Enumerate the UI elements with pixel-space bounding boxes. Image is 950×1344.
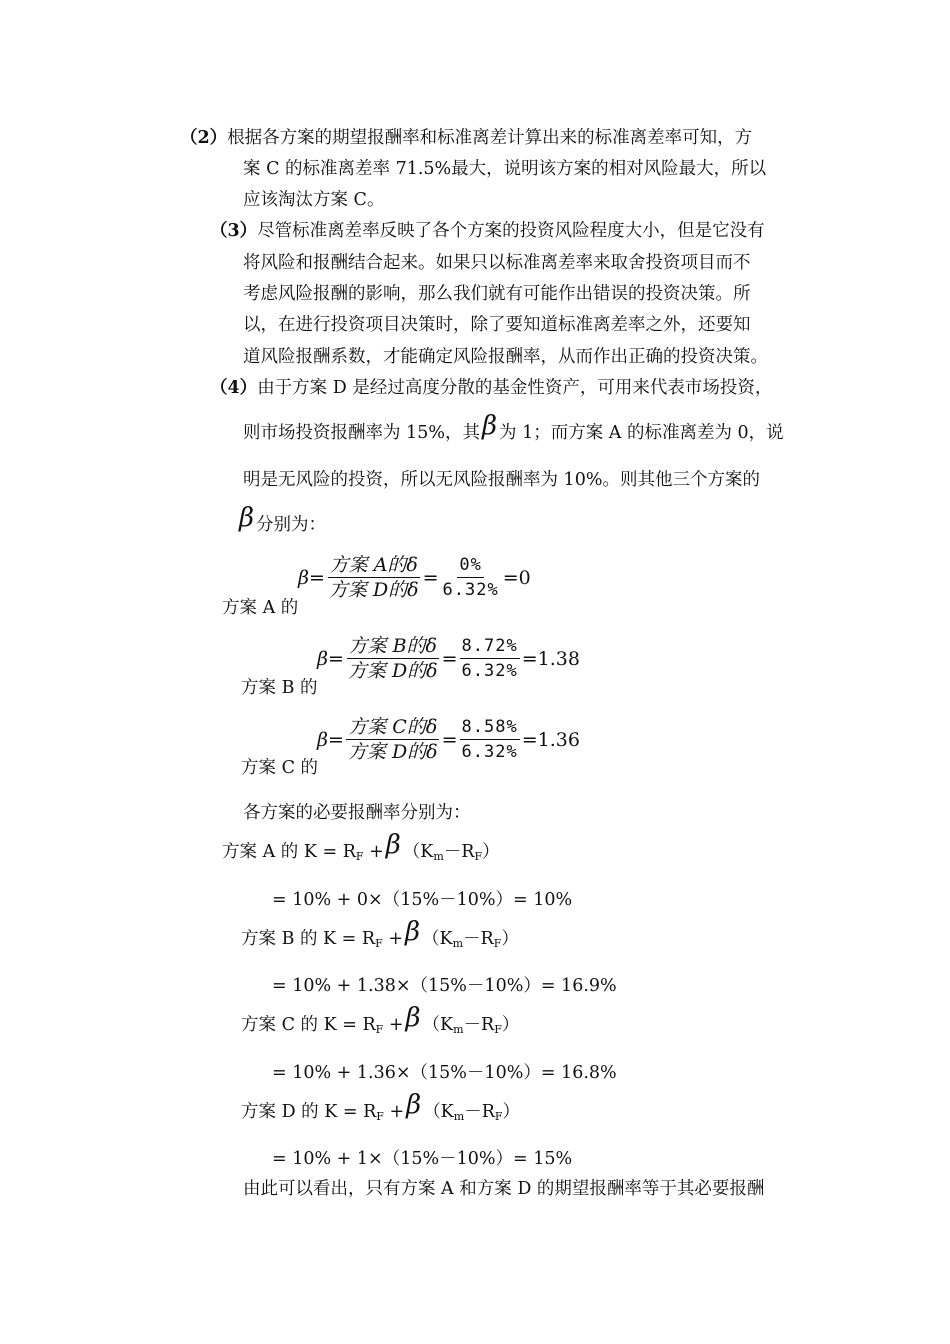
para4-line2-part1: 则市场投资报酬率为 15%，其 <box>243 423 480 443</box>
equation-b-numerator-value: 8.72% <box>460 634 520 659</box>
equation-a-denominator-text: 方案 D的δ <box>328 579 419 601</box>
para4-line2-part2: 为 1；而方案 A 的标准离差为 0，说 <box>499 423 784 443</box>
formula-a <box>222 830 500 869</box>
para4-line3: 明是无风险的投资，所以无风险报酬率为 10%。则其他三个方案的 <box>243 470 760 490</box>
para2-line1 <box>180 126 752 150</box>
beta-symbol: β <box>406 1090 422 1120</box>
subscript-f: F <box>355 850 364 863</box>
conclusion-line: 由此可以看出，只有方案 A 和方案 D 的期望报酬率等于其必要报酬 <box>243 1179 765 1199</box>
subscript-f: F <box>376 1110 384 1123</box>
subscript-f: F <box>375 1023 384 1036</box>
equation-a-numerator-text: 方案 A的δ <box>329 554 418 576</box>
subscript-f: F <box>493 937 502 950</box>
equation-b-result: =1.38 <box>521 647 580 670</box>
para4-text: 由于方案 D 是经过高度分散的基金性资产，可用来代表市场投资， <box>257 378 773 398</box>
equation-c: β= $\frac{\text{方案 C的δ}}{\text{方案 D的δ}}$ = $\frac{8.58\%}{6.32\%}$ =1.36 <box>317 716 580 763</box>
para2-number: （2） <box>180 128 228 148</box>
beta-symbol: β <box>404 917 421 947</box>
plus-sign: + <box>389 1102 405 1122</box>
formula-a-prefix: 方案 A 的 K = R <box>222 842 356 862</box>
para3-line4: 以，在进行投资项目决策时，除了要知道标准离差率之外，还要知 <box>243 315 751 335</box>
equation-b-fraction-text <box>346 634 440 683</box>
subscript-f: F <box>474 850 483 863</box>
equation-a-fraction-values <box>441 553 501 602</box>
subscript-m: m <box>453 1023 464 1036</box>
minus-r: －R <box>464 1102 495 1122</box>
equation-b: β= $\frac{\text{方案 B的δ}}{\text{方案 D的δ}}$ = $\frac{8.72\%}{6.32\%}$ =1.38 <box>317 635 580 682</box>
equation-c-denominator-value: 6.32% <box>461 742 518 762</box>
beta-symbol: β <box>481 411 497 441</box>
paren-close: ） <box>502 1102 521 1122</box>
minus-r: －R <box>443 842 475 862</box>
plus-sign: + <box>388 1015 404 1035</box>
para3-text: 尽管标准离差率反映了各个方案的投资风险程度大小，但是它没有 <box>257 221 765 241</box>
equation-c-denominator-text: 方案 D的δ <box>347 741 438 763</box>
formula-c-prefix: 方案 C 的 K = R <box>241 1015 376 1035</box>
subscript-m: m <box>433 850 444 863</box>
para2-line3: 应该淘汰方案 C。 <box>243 190 385 210</box>
equation-b-fraction-values <box>460 634 520 683</box>
paren-close: ） <box>482 842 500 862</box>
equation-a-label: 方案 A 的 <box>222 598 299 618</box>
subscript-m: m <box>453 1110 465 1123</box>
equation-a: β= $\frac{\text{方案 A的δ}}{\text{方案 D的δ}}$ = $\frac{0\%}{6.32\%}$ =0 <box>298 554 531 601</box>
paren-open: （K <box>402 842 434 862</box>
para4-line4 <box>237 503 327 537</box>
paren-open: （K <box>422 929 453 949</box>
para2-text: 根据各方案的期望报酬率和标准离差计算出来的标准离差率可知，方 <box>227 128 753 148</box>
paren-open: （K <box>423 1102 454 1122</box>
equation-a-result: =0 <box>502 566 531 589</box>
formula-b <box>241 917 519 956</box>
formula-c <box>241 1003 520 1042</box>
equation-b-lhs: β= <box>317 647 344 670</box>
subscript-f: F <box>494 1023 502 1036</box>
para2-line2: 案 C 的标准离差率 71.5%最大，说明该方案的相对风险最大，所以 <box>243 159 767 179</box>
calc-d: = 10% + 1×（15%－10%）= 15% <box>272 1149 573 1169</box>
para3-line1 <box>210 219 765 243</box>
equation-c-fraction-values <box>460 715 520 764</box>
subscript-f: F <box>494 1110 503 1123</box>
equation-c-numerator-value: 8.58% <box>460 715 520 740</box>
formula-b-prefix: 方案 B 的 K = R <box>241 929 376 949</box>
required-returns-intro: 各方案的必要报酬率分别为： <box>243 803 471 823</box>
para4-line1 <box>210 376 772 400</box>
subscript-f: F <box>375 937 383 950</box>
equation-b-denominator-text: 方案 D的δ <box>347 660 438 682</box>
equation-a-fraction-text <box>327 553 421 602</box>
paren-close: ） <box>501 929 519 949</box>
equation-b-denominator-value: 6.32% <box>461 661 518 681</box>
equation-c-fraction-text <box>346 715 440 764</box>
calc-a: = 10% + 0×（15%－10%）= 10% <box>272 890 573 910</box>
para4-line2 <box>243 411 784 445</box>
equation-c-lhs: β= <box>317 728 344 751</box>
paren-close: ） <box>501 1015 520 1035</box>
subscript-m: m <box>452 937 464 950</box>
equation-a-numerator-value: 0% <box>457 553 483 578</box>
calc-c: = 10% + 1.36×（15%－10%）= 16.8% <box>272 1063 617 1083</box>
para3-line3: 考虑风险报酬的影响，那么我们就有可能作出错误的投资决策。所 <box>243 284 751 304</box>
para4-line4-text: 分别为： <box>256 515 327 535</box>
equation-a-lhs: β= <box>298 566 325 589</box>
minus-r: －R <box>463 929 494 949</box>
equation-a-denominator-value: 6.32% <box>442 580 499 600</box>
equation-c-result: =1.36 <box>521 728 580 751</box>
para3-number: （3） <box>210 221 258 241</box>
equation-c-label: 方案 C 的 <box>241 758 319 778</box>
minus-r: －R <box>463 1015 495 1035</box>
equation-b-label: 方案 B 的 <box>241 678 318 698</box>
beta-symbol: β <box>385 830 401 860</box>
paren-open: （K <box>422 1015 454 1035</box>
para3-line2: 将风险和报酬结合起来。如果只以标准离差率来取舍投资项目而不 <box>243 253 751 273</box>
para3-line5: 道风险报酬系数，才能确定风险报酬率，从而作出正确的投资决策。 <box>243 347 768 367</box>
calc-b: = 10% + 1.38×（15%－10%）= 16.9% <box>272 976 617 996</box>
plus-sign: + <box>369 842 384 862</box>
formula-d <box>241 1090 521 1129</box>
beta-symbol: β <box>239 503 255 533</box>
equation-c-numerator-text: 方案 C的δ <box>348 716 438 738</box>
formula-d-prefix: 方案 D 的 K = R <box>241 1102 377 1122</box>
para4-number: （4） <box>210 378 258 398</box>
beta-symbol: β <box>405 1003 421 1033</box>
equation-b-numerator-text: 方案 B的δ <box>348 635 437 657</box>
plus-sign: + <box>388 929 403 949</box>
